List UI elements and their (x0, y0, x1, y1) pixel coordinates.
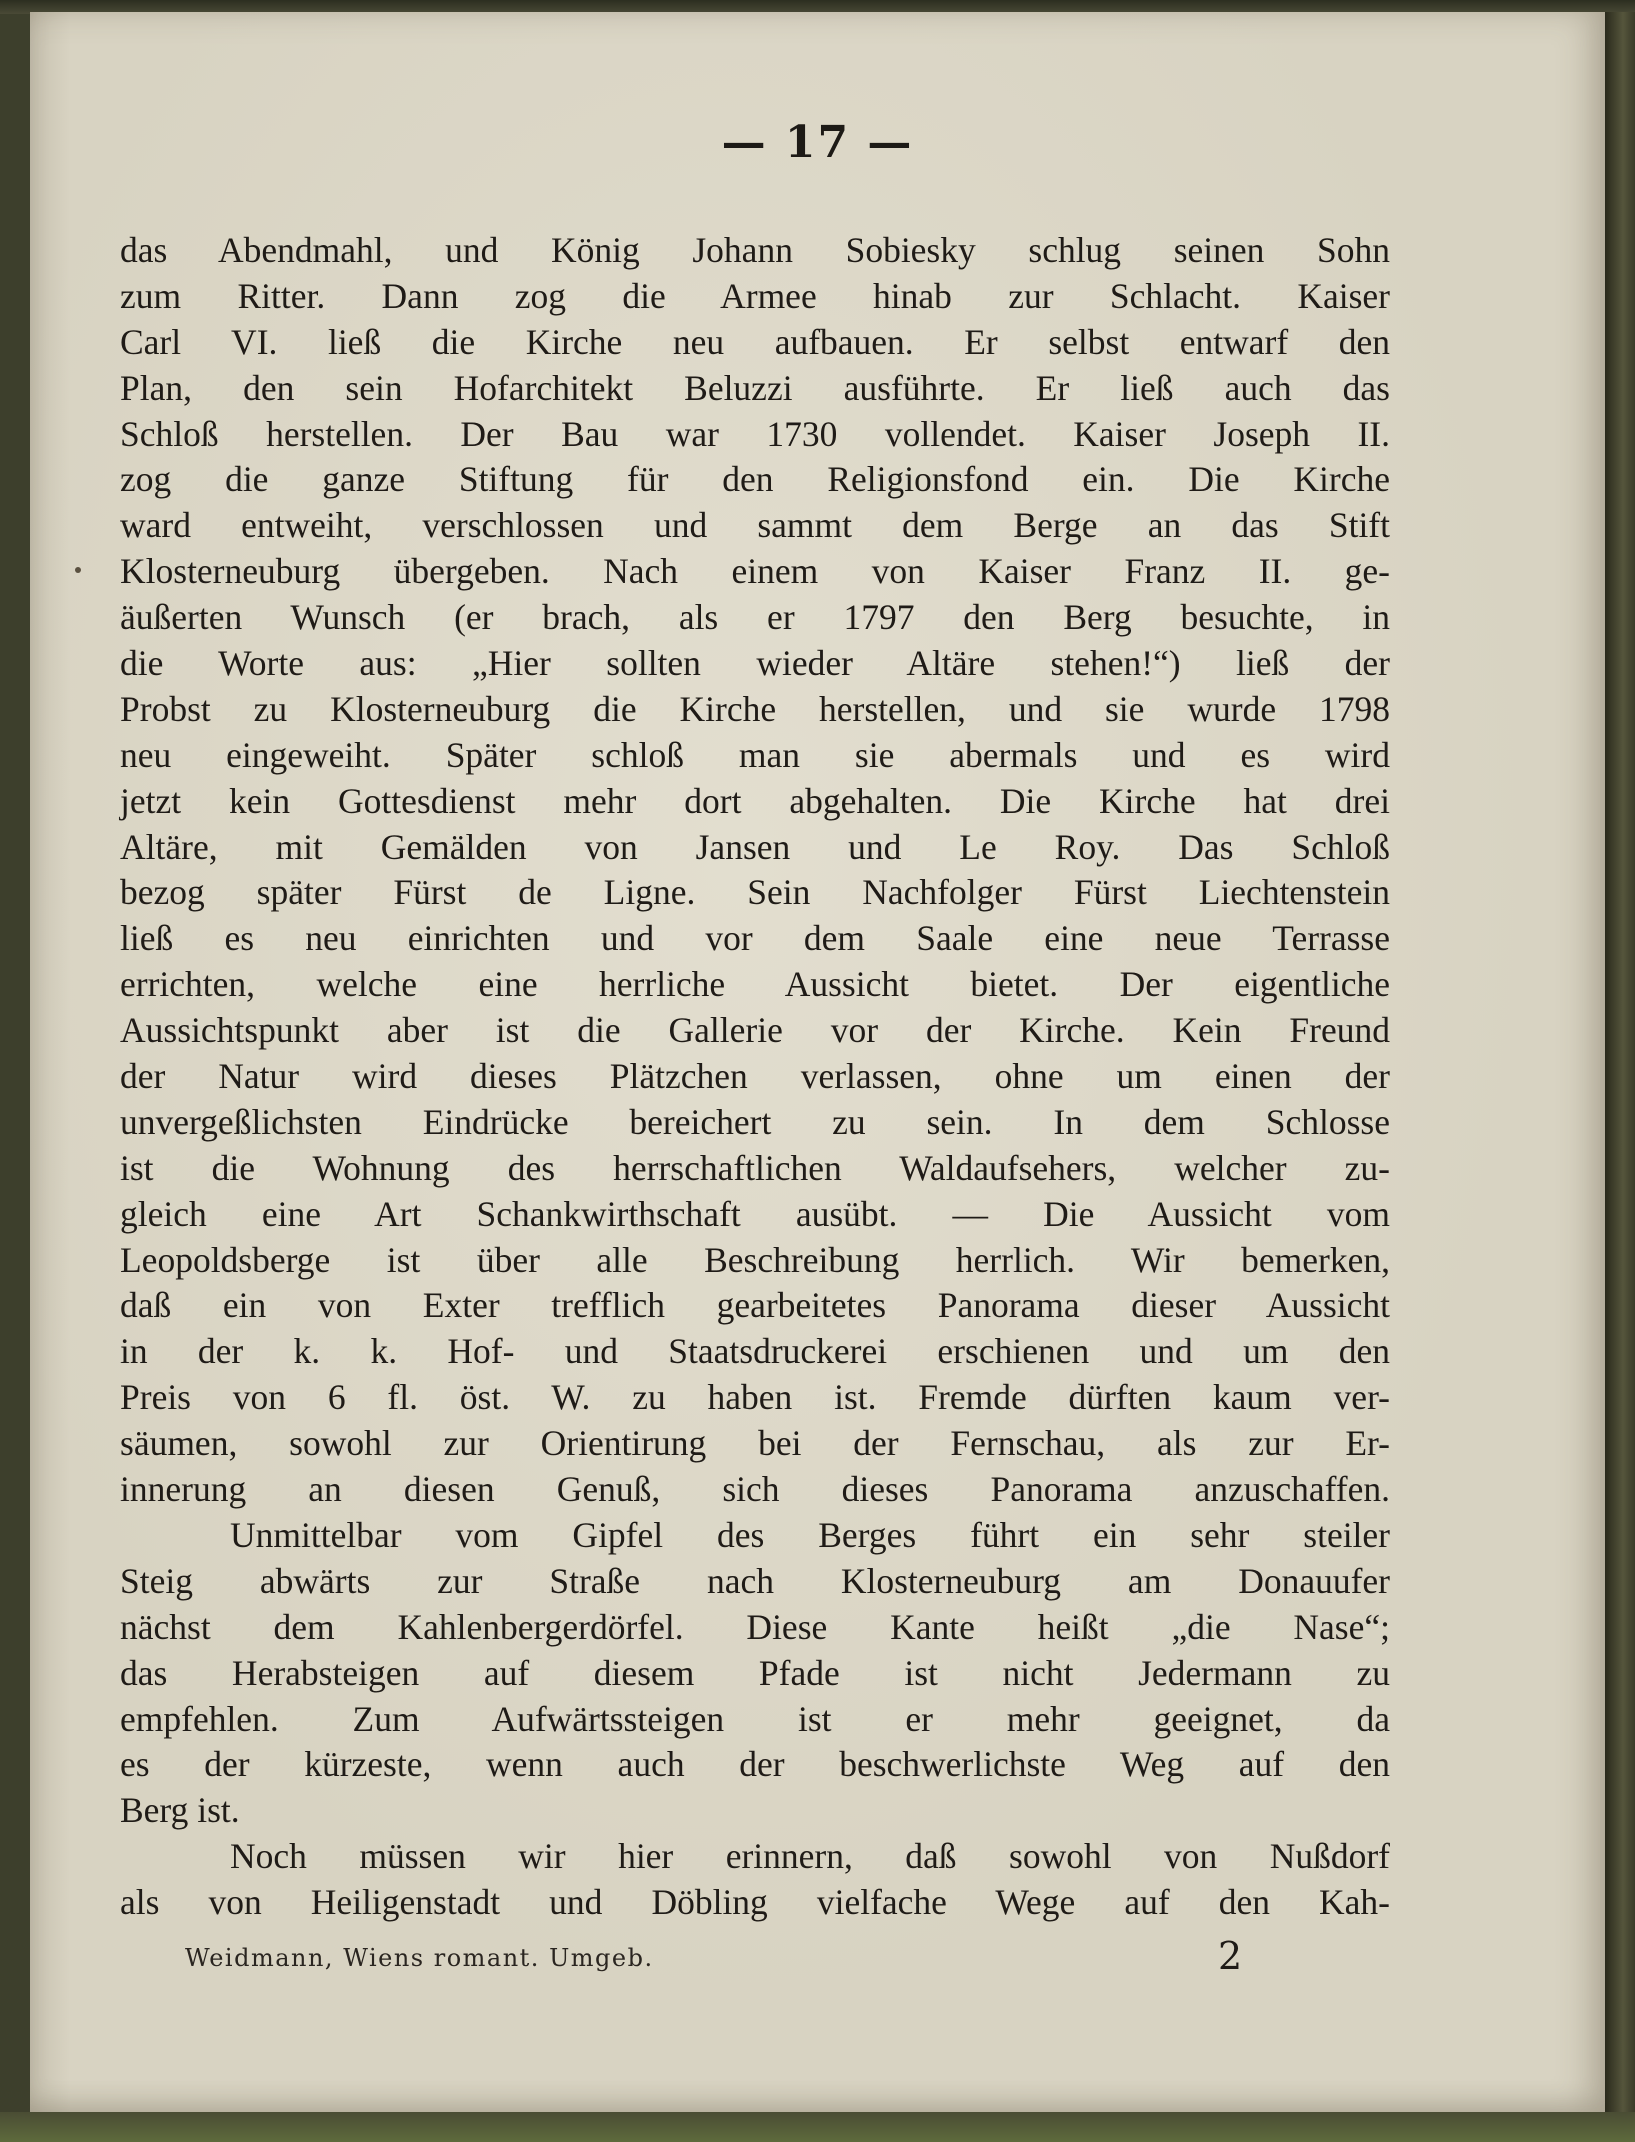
text-line: Leopoldsberge ist über alle Beschreibung herrlich. Wir bemerken, (120, 1239, 1390, 1280)
paragraph-start-line: Noch müssen wir hier erinnern, daß sowohl von Nußdorf (230, 1836, 1390, 1877)
book-page (30, 12, 1605, 2112)
page-number: — 17 — (721, 117, 914, 168)
paragraph-end-line: Berg ist. (120, 1790, 240, 1831)
text-line: jetzt kein Gottesdienst mehr dort abgehalten. Die Kirche hat drei (120, 780, 1390, 821)
text-line: Plan, den sein Hofarchitekt Beluzzi ausführte. Er ließ auch das (120, 367, 1390, 408)
text-line: Preis von 6 fl. öst. W. zu haben ist. Fremde dürften kaum ver- (120, 1377, 1390, 1418)
text-line: gleich eine Art Schankwirthschaft ausübt. — Die Aussicht vom (120, 1193, 1390, 1234)
ink-speck (75, 567, 81, 573)
text-line: Carl VI. ließ die Kirche neu aufbauen. Er selbst entwarf den (120, 321, 1390, 362)
text-line: zog die ganze Stiftung für den Religionsfond ein. Die Kirche (120, 459, 1390, 500)
text-line: der Natur wird dieses Plätzchen verlassen, ohne um einen der (120, 1056, 1390, 1097)
text-line: die Worte aus: „Hier sollten wieder Altäre stehen!“) ließ der (120, 643, 1390, 684)
body-text (120, 228, 1390, 1926)
text-line: bezog später Fürst de Ligne. Sein Nachfolger Fürst Liechtenstein (120, 872, 1390, 913)
text-line: ist die Wohnung des herrschaftlichen Waldaufsehers, welcher zu- (120, 1147, 1390, 1188)
text-line: ward entweiht, verschlossen und sammt dem Berge an das Stift (120, 505, 1390, 546)
paragraph-start-line: Unmittelbar vom Gipfel des Berges führt ein sehr steiler (230, 1514, 1390, 1555)
printer-signature: Weidmann, Wiens romant. Umgeb. (185, 1944, 654, 1972)
text-line: errichten, welche eine herrliche Aussicht bietet. Der eigentliche (120, 964, 1390, 1005)
text-line: Aussichtspunkt aber ist die Gallerie vor der Kirche. Kein Freund (120, 1010, 1390, 1051)
text-line: zum Ritter. Dann zog die Armee hinab zur Schlacht. Kaiser (120, 275, 1390, 316)
text-line: Klosterneuburg übergeben. Nach einem von Kaiser Franz II. ge- (120, 551, 1390, 592)
text-line: nächst dem Kahlenbergerdörfel. Diese Kante heißt „die Nase“; (120, 1606, 1390, 1647)
text-line: säumen, sowohl zur Orientirung bei der Fernschau, als zur Er- (120, 1423, 1390, 1464)
text-line: es der kürzeste, wenn auch der beschwerlichste Weg auf den (120, 1744, 1390, 1785)
text-line: unvergeßlichsten Eindrücke bereichert zu sein. In dem Schlosse (120, 1101, 1390, 1142)
text-line: daß ein von Exter trefflich gearbeitetes Panorama dieser Aussicht (120, 1285, 1390, 1326)
text-line: in der k. k. Hof- und Staatsdruckerei erschienen und um den (120, 1331, 1390, 1372)
text-line: Altäre, mit Gemälden von Jansen und Le Roy. Das Schloß (120, 826, 1390, 867)
book-spine-edge (1605, 12, 1635, 2112)
text-line: empfehlen. Zum Aufwärtssteigen ist er mehr geeignet, da (120, 1698, 1390, 1739)
text-line: als von Heiligenstadt und Döbling vielfache Wege auf den Kah- (120, 1882, 1390, 1923)
text-line: das Abendmahl, und König Johann Sobiesky schlug seinen Sohn (120, 230, 1390, 270)
text-line: ließ es neu einrichten und vor dem Saale eine neue Terrasse (120, 918, 1390, 959)
bottom-cover-edge (0, 2112, 1635, 2142)
sheet-number: 2 (1218, 1934, 1243, 1978)
text-line: neu eingeweiht. Später schloß man sie abermals und es wird (120, 734, 1390, 775)
text-line: Probst zu Klosterneuburg die Kirche herstellen, und sie wurde 1798 (120, 688, 1390, 729)
text-line: Schloß herstellen. Der Bau war 1730 vollendet. Kaiser Joseph II. (120, 413, 1390, 454)
text-line: innerung an diesen Genuß, sich dieses Panorama anzuschaffen. (120, 1469, 1390, 1510)
text-line: das Herabsteigen auf diesem Pfade ist nicht Jedermann zu (120, 1652, 1390, 1693)
text-line: äußerten Wunsch (er brach, als er 1797 den Berg besuchte, in (120, 597, 1390, 638)
text-line: Steig abwärts zur Straße nach Klosterneuburg am Donauufer (120, 1560, 1390, 1601)
